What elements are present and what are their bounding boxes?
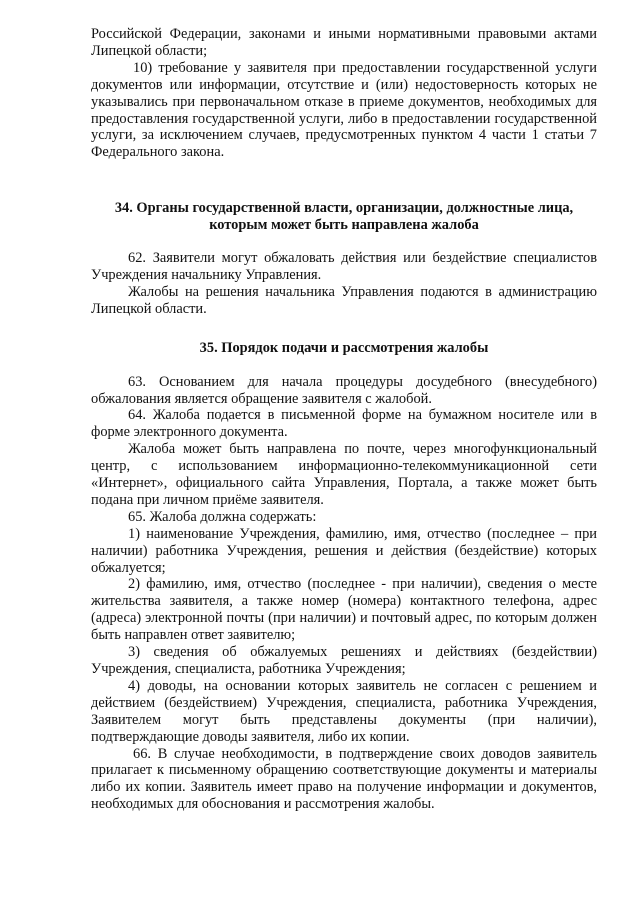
paragraph-64: 64. Жалоба подается в письменной форме на бумажном носителе или в форме электронного документа. <box>91 407 597 441</box>
section-35-heading: 35. Порядок подачи и рассмотрения жалобы <box>199 339 489 356</box>
paragraph-63: 63. Основанием для начала процедуры досудебного (внесудебного) обжалования является обращение заявителя с жалобой. <box>91 373 597 407</box>
continuation-paragraph: Российской Федерации, законами и иными нормативными правовыми актами Липецкой области; <box>91 26 597 59</box>
paragraph-62-continued: Жалобы на решения начальника Управления подаются в администрацию Липецкой области. <box>91 283 597 317</box>
paragraph-64-continued: Жалоба может быть направлена по почте, через многофункциональный центр, с использованием информационно-телекоммуникационной сети «Интернет», официального сайта Управления, Портала, а также может быть подана при личном приёме заявителя. <box>91 441 597 508</box>
paragraph-65-item-3: 3) сведения об обжалуемых решениях и действиях (бездействии) Учреждения, специалиста, работника Учреждения; <box>91 644 597 677</box>
paragraph-66: 66. В случае необходимости, в подтверждение своих доводов заявитель прилагает к письменному обращению соответствующие документы и материалы либо их копии. Заявитель имеет право на получение информации и документов, необходимых для обоснования и рассмотрения жалобы. <box>91 745 597 813</box>
document-body <box>91 26 597 813</box>
paragraph-65-item-2: 2) фамилию, имя, отчество (последнее - при наличии), сведения о месте жительства заявителя, а также номер (номера) контактного телефона, адрес (адреса) электронной почты (при наличии) и почтовый адрес, по которым должен быть направлен ответ заявителю; <box>91 576 597 644</box>
item-10-paragraph: 10) требование у заявителя при предоставлении государственной услуги документов или информации, отсутствие и (или) недостоверность которых не указывались при первоначальном отказе в приеме документов, необходимых для предоставления государственной услуги, либо в предоставлении государственной услуги, за исключением случаев, предусмотренных пунктом 4 части 1 статьи 7 Федерального закона. <box>91 59 597 161</box>
section-34-heading: 34. Органы государственной власти, организации, должностные лица, которым может быть направлена жалоба <box>114 200 574 234</box>
paragraph-62: 62. Заявители могут обжаловать действия или бездействие специалистов Учреждения начальнику Управления. <box>91 250 597 283</box>
paragraph-65-item-1: 1) наименование Учреждения, фамилию, имя, отчество (последнее – при наличии) работника Учреждения, решения и действия (бездействие) которых обжалуется; <box>91 525 597 576</box>
paragraph-65: 65. Жалоба должна содержать: <box>128 508 317 525</box>
paragraph-65-item-4: 4) доводы, на основании которых заявитель не согласен с решением и действием (бездействием) Учреждения, специалиста, работника Учреждения, Заявителем могут быть представлены документы (при наличии), подтверждающие доводы заявителя, либо их копии. <box>91 677 597 745</box>
